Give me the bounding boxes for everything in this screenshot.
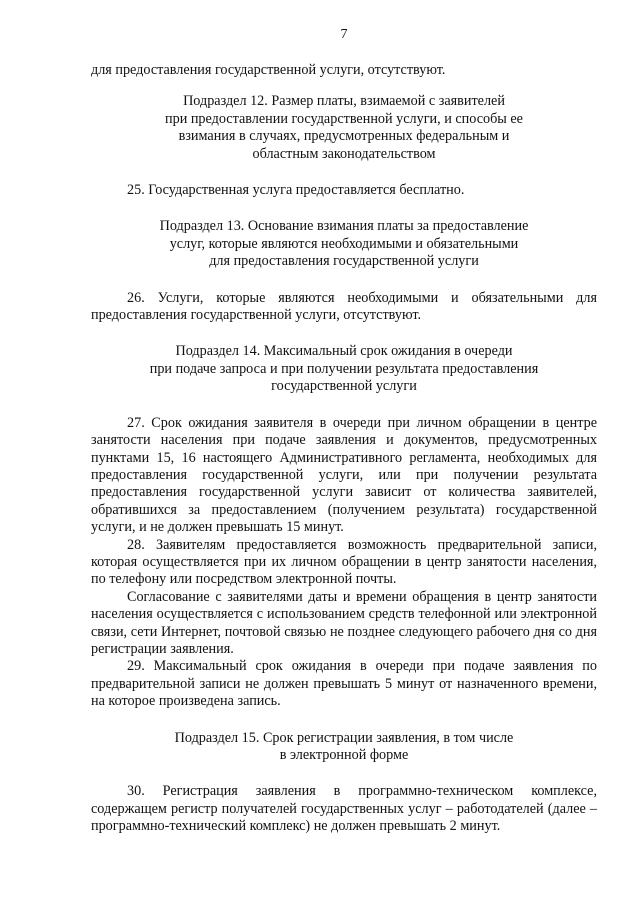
subsection-14-heading — [91, 343, 597, 395]
paragraph-29: 29. Максимальный срок ожидания в очереди при подаче заявления по предварительной записи не должен превышать 5 минут от назначенного времени, на которое произведена запись. — [91, 658, 597, 710]
page-number: 7 — [340, 27, 348, 42]
heading-line: для предоставления государственной услуги — [209, 253, 479, 270]
continued-paragraph: для предоставления государственной услуги, отсутствуют. — [91, 62, 446, 78]
paragraph-26: 26. Услуги, которые являются необходимыми и обязательными для предоставления государственной услуги, отсутствуют. — [91, 289, 597, 324]
heading-line: Подраздел 13. Основание взимания платы за предоставление — [159, 218, 529, 235]
heading-line: при подаче запроса и при получении результата предоставления — [149, 360, 539, 377]
heading-line: областным законодательством — [252, 145, 436, 162]
heading-line: взимания в случаях, предусмотренных федеральным и — [178, 128, 510, 145]
subsection-12-heading — [91, 93, 597, 163]
heading-line: при предоставлении государственной услуги, и способы ее — [165, 110, 523, 127]
subsection-13-heading — [91, 218, 597, 270]
heading-line: Подраздел 15. Срок регистрации заявления, в том числе — [174, 729, 514, 746]
heading-line: Подраздел 12. Размер платы, взимаемой с заявителей — [183, 93, 505, 110]
paragraph-28: 28. Заявителям предоставляется возможность предварительной записи, которая осуществляется при их личном обращении в центр занятости населения, по телефону или посредством электронной почты. — [91, 536, 597, 588]
heading-line: государственной услуги — [271, 378, 417, 395]
paragraph-30: 30. Регистрация заявления в программно-техническом комплексе, содержащем регистр получателей государственных услуг – работодателей (далее – программно-технический комплекс) не должен превышать 2 минут. — [91, 783, 597, 835]
paragraph-25: 25. Государственная услуга предоставляется бесплатно. — [127, 182, 465, 199]
paragraph-27: 27. Срок ожидания заявителя в очереди при личном обращении в центре занятости населения при подаче заявления и документов, предусмотренных пунктами 15, 16 настоящего Административного регламента, необходимых для предоставления государственной услуги, или при получении результата предоставления государственной услуги зависит от количества заявителей, обратившихся за предоставлением (получением результата) государственной услуги, и не должен превышать 15 минут. — [91, 414, 597, 536]
heading-line: услуг, которые являются необходимыми и обязательными — [169, 235, 519, 252]
paragraph-28-continued: Согласование с заявителями даты и времени обращения в центр занятости населения осуществляется с использованием средств телефонной или электронной связи, сети Интернет, почтовой связью не позднее следующего рабочего дня со дня регистрации заявления. — [91, 588, 597, 657]
heading-line: Подраздел 14. Максимальный срок ожидания в очереди — [175, 343, 513, 360]
subsection-15-heading — [91, 730, 597, 765]
heading-line: в электронной форме — [279, 747, 409, 763]
